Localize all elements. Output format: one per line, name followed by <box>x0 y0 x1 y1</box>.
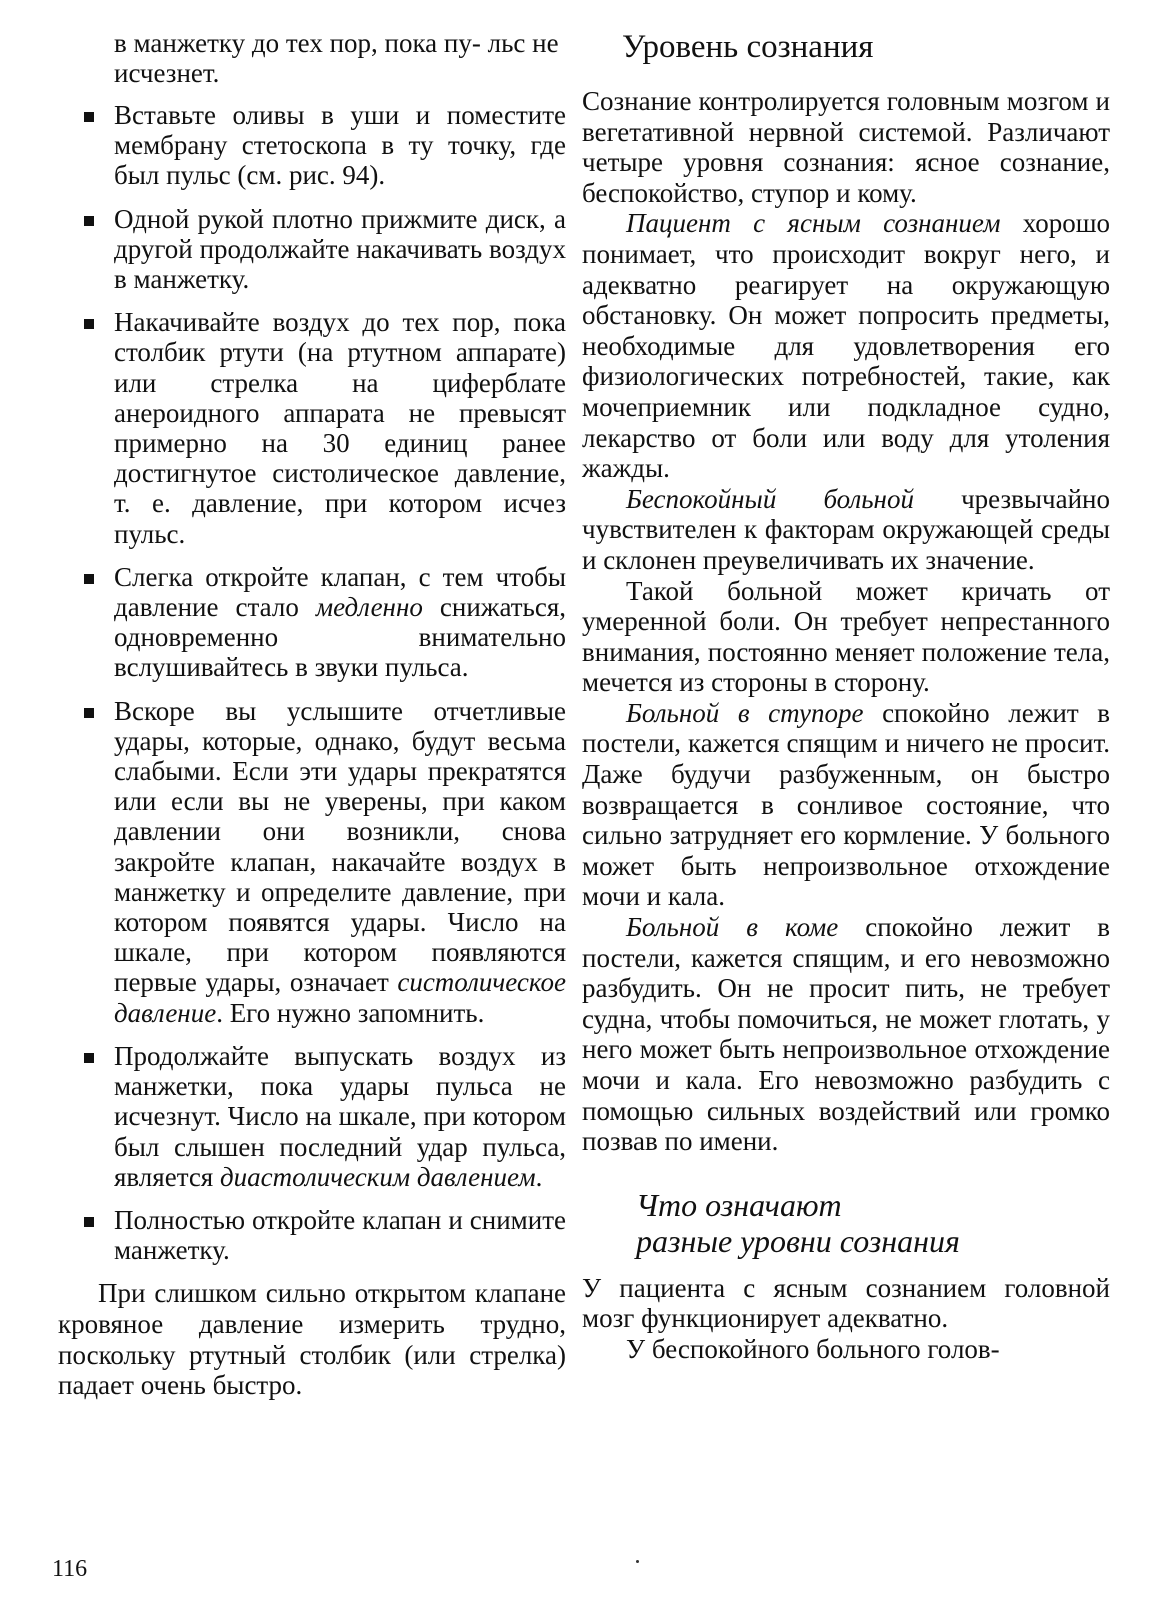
square-bullet-icon <box>84 112 94 122</box>
paragraph: Пациент с ясным сознанием хорошо понимает, что происходит вокруг него, и адекватно реагирует на окружающую обстановку. Он может попросить предметы, необходимые для удовлетворения его физиологических потребностей, такие, как мочеприемник или подкладное судно, лекарство от боли или воду для утоления жажды. <box>582 208 1110 484</box>
emphasis-text: Беспокойный больной <box>626 483 914 514</box>
emphasis-text: Больной в ступоре <box>626 697 864 728</box>
left-column <box>58 28 566 1401</box>
list-item: Полностью откройте клапан и снимите манжетку. <box>58 1205 566 1265</box>
paragraph: Больной в ступоре спокойно лежит в постели, кажется спящим и ничего не просит. Даже будучи разбуженным, он быстро возвращается в сонливое состояние, что сильно затрудняет его кормление. У больного может быть непроизвольное отхождение мочи и кала. <box>582 697 1110 912</box>
paragraph: У пациента с ясным сознанием головной мозг функционирует адекватно. <box>582 1272 1110 1334</box>
instruction-list <box>58 100 566 1265</box>
square-bullet-icon <box>84 319 94 329</box>
left-intro-text: в манжетку до тех пор, пока пу- льс не исчезнет. <box>114 28 559 88</box>
square-bullet-icon <box>84 1053 94 1063</box>
paragraph: Больной в коме спокойно лежит в постели, кажется спящим, и его невозможно разбудить. Он не просит пить, не требует судна, чтобы помочиться, не может глотать, у него может быть непроизвольное отхождение мочи и кала. Его невозможно разбудить с помощью сильных воздействий или громко позвав по имени. <box>582 912 1111 1157</box>
emphasis-text: систолическое давление <box>114 967 566 1028</box>
subsection-title: Что означают разные уровни сознания <box>636 1186 960 1259</box>
square-bullet-icon <box>84 574 94 584</box>
emphasis-text: медленно <box>315 592 423 623</box>
paragraph: Такой больной может кричать от умеренной боли. Он требует непрестанного внимания, постоянно меняет положение тела, мечется из стороны в сторону. <box>582 575 1110 698</box>
list-item: Накачивайте воздух до тех пор, пока столбик ртути (на ртутном аппарате) или стрелка на циферблате анероидного аппарата не превысят примерно на 30 единиц ранее достигнутое систолическое давление, т. е. давление, при котором исчез пульс. <box>58 307 566 549</box>
paragraph: Сознание контролируется головным мозгом и вегетативной нервной системой. Различают четыре уровня сознания: ясное сознание, беспокойство, ступор и кому. <box>582 86 1110 208</box>
square-bullet-icon <box>84 216 94 226</box>
list-item: Одной рукой плотно прижмите диск, а другой продолжайте накачивать воздух в манжетку. <box>58 204 566 295</box>
emphasis-text: Пациент с ясным сознанием <box>626 208 1001 239</box>
list-item: Вставьте оливы в уши и поместите мембрану стетоскопа в ту точку, где был пульс (см. рис. 94). <box>58 100 566 191</box>
emphasis-text: Больной в коме <box>626 912 839 943</box>
section-title: Уровень сознания <box>622 29 874 65</box>
paragraph: Беспокойный больной чрезвычайно чувствителен к факторам окружающей среды и склонен преувеличивать их значение. <box>582 483 1110 575</box>
paragraph: У беспокойного больного голов- <box>626 1333 1000 1364</box>
print-speck <box>636 1560 639 1563</box>
page-number: 116 <box>52 1556 88 1582</box>
emphasis-text: диастолическим давлением <box>219 1161 536 1192</box>
left-final-paragraph: При слишком сильно открытом клапане кровяное давление измерить трудно, поскольку ртутный столбик (или стрелка) падает очень быстро. <box>58 1278 566 1401</box>
square-bullet-icon <box>84 708 94 718</box>
list-item: Вскоре вы услышите отчетливые удары, которые, однако, будут весьма слабыми. Если эти удары прекратятся или если вы не уверены, при каком давлении они возникли, снова закройте клапан, накачайте воздух в манжетку и определите давление, при котором появятся удары. Число на шкале, при котором появляются первые удары, означает систолическое давление. Его нужно запомнить. <box>58 696 566 1028</box>
list-item: Продолжайте выпускать воздух из манжетки, пока удары пульса не исчезнут. Число на шкале, при котором был слышен последний удар пульса, является диастолическим давлением. <box>58 1041 566 1192</box>
list-item: Слегка откройте клапан, с тем чтобы давление стало медленно снижаться, одновременно внимательно вслушивайтесь в звуки пульса. <box>58 562 566 683</box>
right-column <box>582 28 1110 1365</box>
square-bullet-icon <box>84 1217 94 1227</box>
